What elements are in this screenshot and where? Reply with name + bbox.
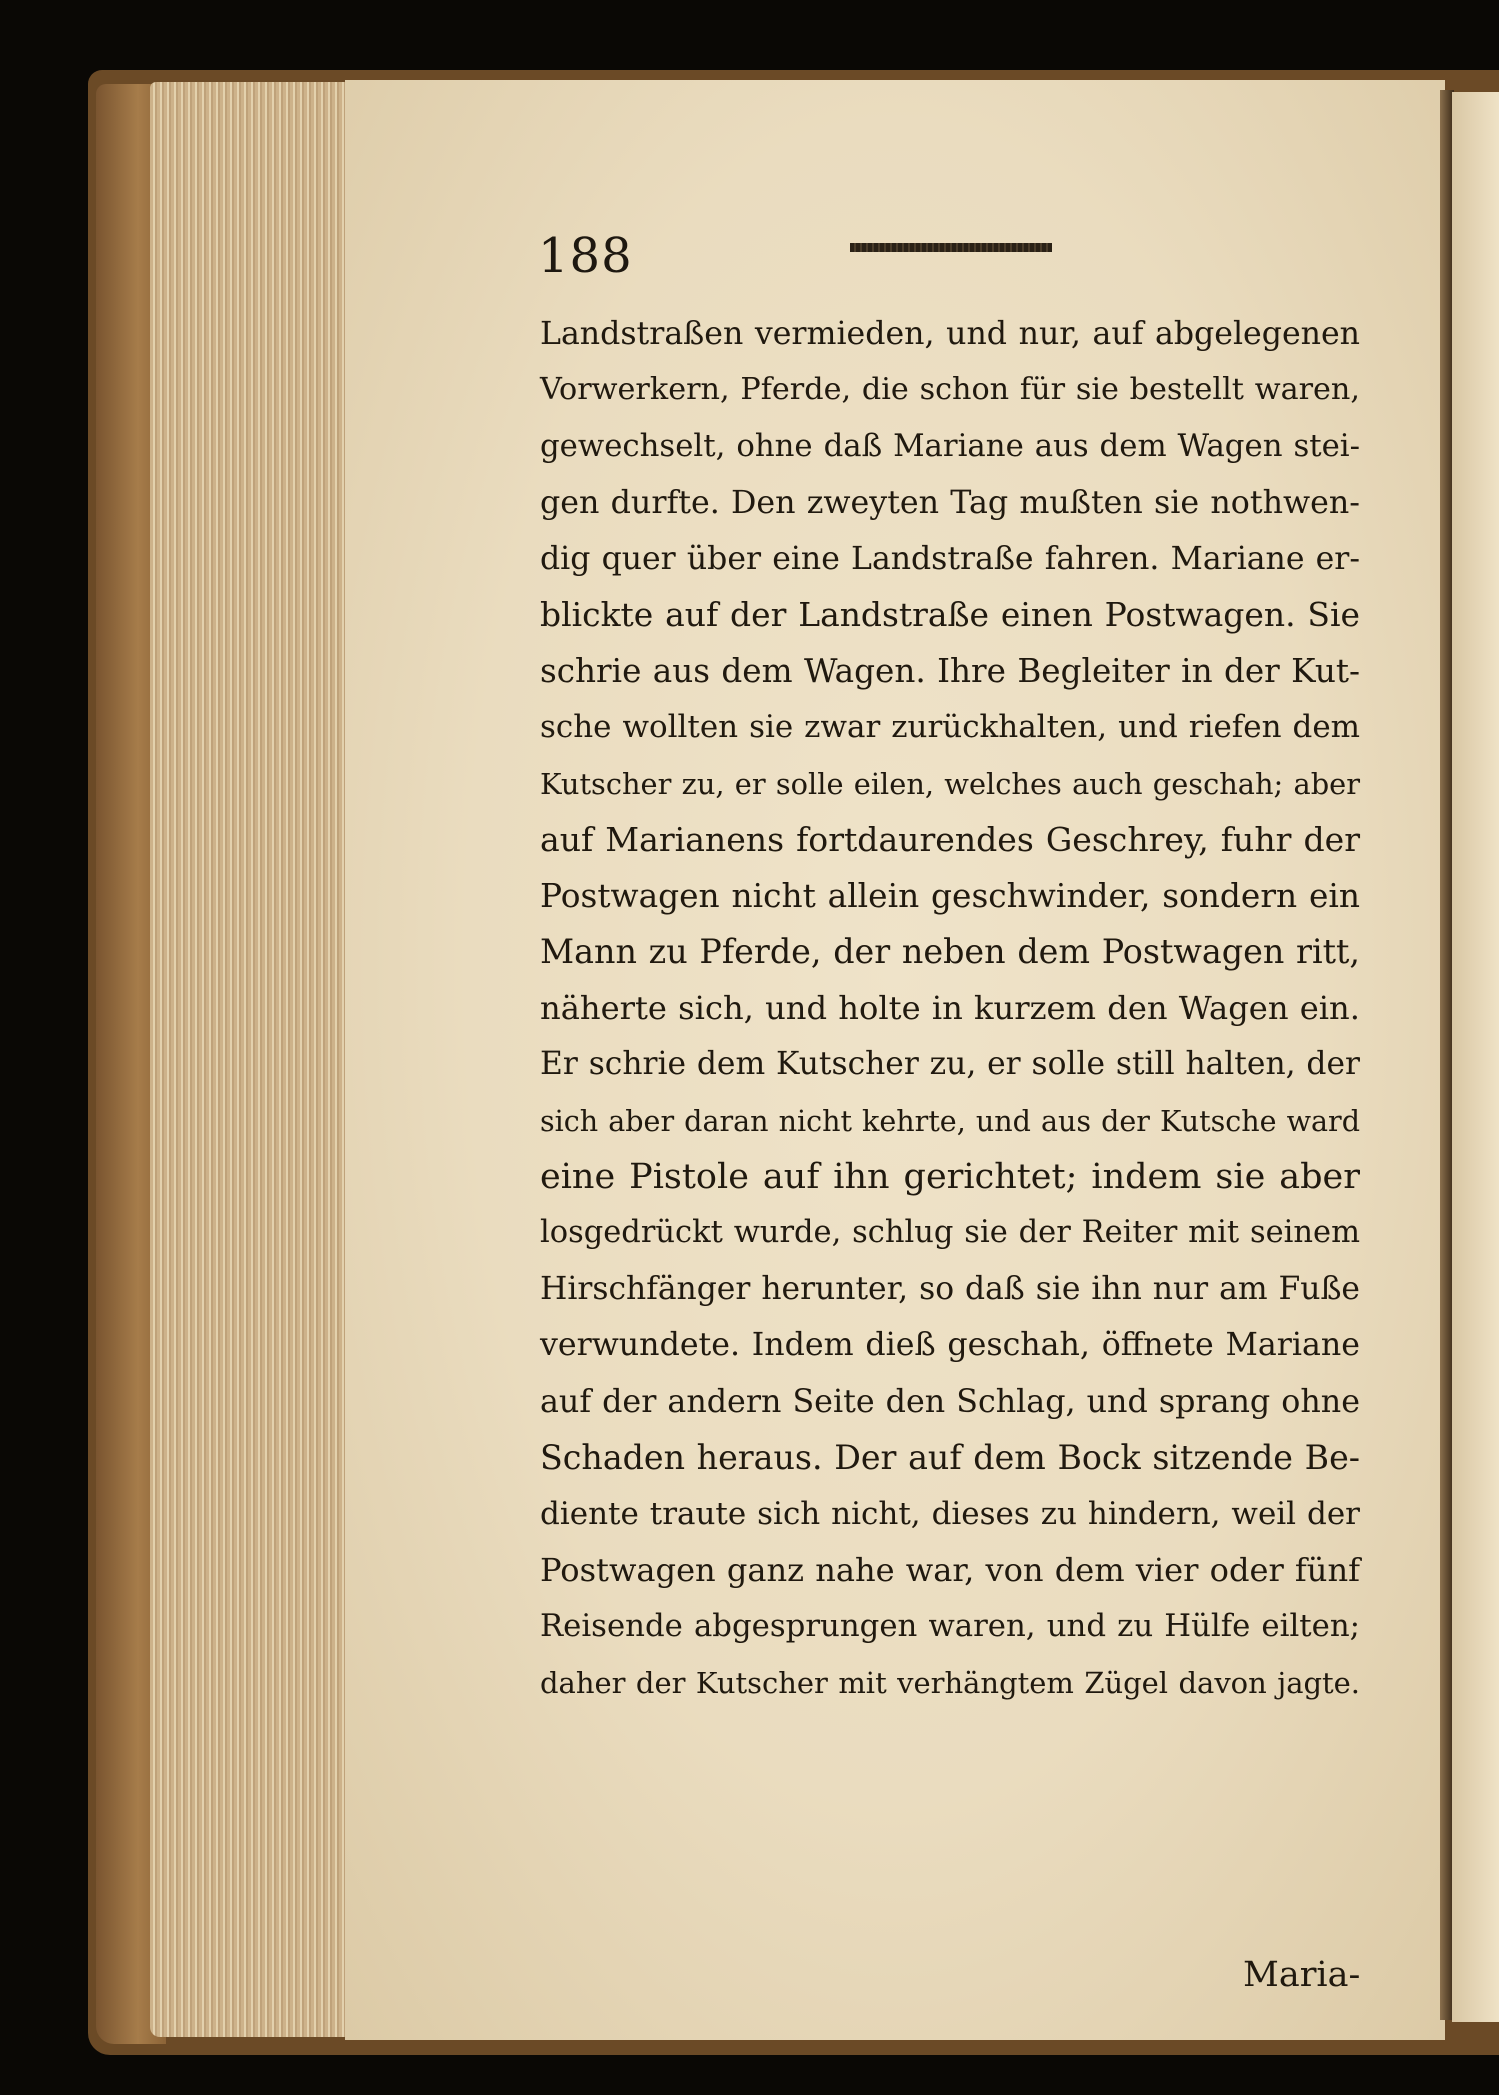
- text-line: Landstraßen vermieden, und nur, auf abgelegenen: [540, 316, 1360, 352]
- text-line: verwundete. Indem dieß geschah, öffnete Mariane: [540, 1327, 1360, 1364]
- text-line: Mann zu Pferde, der neben dem Postwagen ritt,: [540, 932, 1360, 972]
- text-line: Er schrie dem Kutscher zu, er solle still halten, der: [540, 1046, 1360, 1083]
- text-line: blickte auf der Landstraße einen Postwagen. Sie: [540, 594, 1360, 634]
- text-line: sich aber daran nicht kehrte, und aus der Kutsche ward: [540, 1103, 1360, 1138]
- text-line: näherte sich, und holte in kurzem den Wagen ein.: [540, 989, 1360, 1028]
- facing-page-edge: [1452, 92, 1499, 2022]
- header-rule: [850, 243, 1052, 252]
- text-line: Postwagen nicht allein geschwinder, sondern ein: [540, 876, 1360, 915]
- body-text: [540, 306, 1360, 1711]
- text-line: dig quer über eine Landstraße fahren. Mariane er-: [540, 540, 1360, 577]
- text-line: Vorwerkern, Pferde, die schon für sie bestellt waren,: [540, 372, 1360, 408]
- text-line: auf der andern Seite den Schlag, und sprang ohne: [540, 1383, 1360, 1420]
- catchword: Maria-: [1243, 1955, 1361, 1995]
- text-line: Hirschfänger herunter, so daß sie ihn nur am Fuße: [540, 1271, 1360, 1308]
- text-line: auf Marianens fortdaurendes Geschrey, fuhr der: [540, 819, 1360, 859]
- text-line: losgedrückt wurde, schlug sie der Reiter mit seinem: [540, 1215, 1360, 1250]
- text-line: Kutscher zu, er solle eilen, welches auch geschah; aber: [540, 766, 1360, 801]
- text-line: diente traute sich nicht, dieses zu hindern, weil der: [540, 1495, 1360, 1532]
- page-number: 188: [538, 228, 633, 284]
- text-line: gen durfte. Den zweyten Tag mußten sie nothwen-: [540, 484, 1360, 521]
- page-edges: [150, 82, 350, 2037]
- text-line: sche wollten sie zwar zurückhalten, und riefen dem: [540, 709, 1360, 746]
- text-line: gewechselt, ohne daß Mariane aus dem Wagen stei-: [540, 428, 1360, 465]
- text-line: schrie aus dem Wagen. Ihre Begleiter in der Kut-: [540, 652, 1360, 691]
- text-line: daher der Kutscher mit verhängtem Zügel davon jagte.: [540, 1665, 1360, 1700]
- text-line: Schaden heraus. Der auf dem Bock sitzende Be-: [540, 1437, 1360, 1477]
- text-line: Reisende abgesprungen waren, und zu Hülfe eilten;: [540, 1608, 1360, 1645]
- text-line: Postwagen ganz nahe war, von dem vier oder fünf: [540, 1551, 1360, 1590]
- text-line: eine Pistole auf ihn gerichtet; indem sie aber: [540, 1156, 1360, 1197]
